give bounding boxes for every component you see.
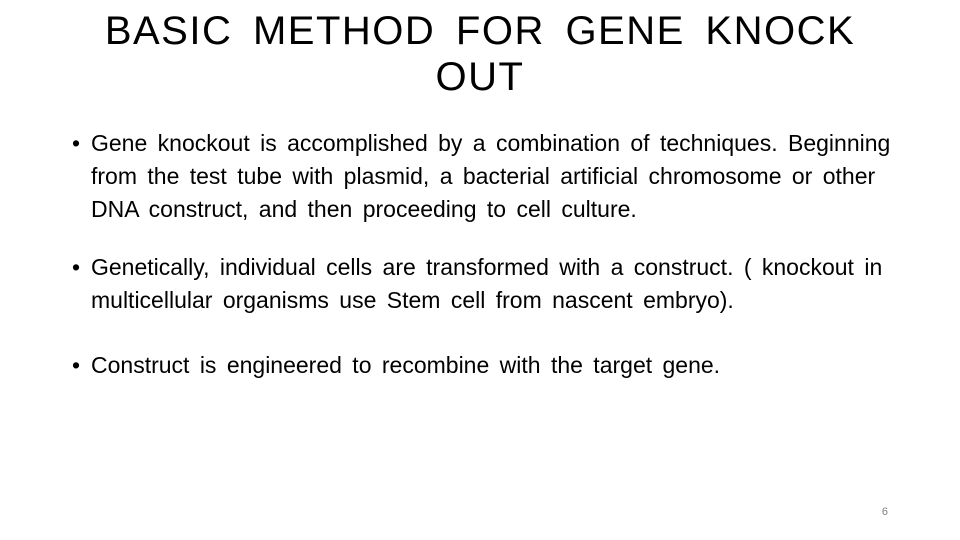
bullet-item <box>72 349 902 382</box>
bullet-item <box>72 251 902 317</box>
bullet-marker: • <box>72 352 81 378</box>
bullet-marker: • <box>72 130 81 156</box>
bullet-list <box>72 127 902 382</box>
bullet-marker: • <box>72 254 81 280</box>
bullet-text: Construct is engineered to recombine with the target gene. <box>91 352 721 378</box>
slide-title: BASIC METHOD FOR GENE KNOCK OUT <box>104 9 856 99</box>
bullet-text: Gene knockout is accomplished by a combination of techniques. Beginning from the test tube with plasmid, a bacterial artificial chromosome or other DNA construct, and then proceeding to cell culture. <box>91 130 891 222</box>
bullet-item <box>72 127 902 226</box>
bullet-text: Genetically, individual cells are transformed with a construct. ( knockout in multicellular organisms use Stem cell from nascent embryo). <box>91 254 883 313</box>
slide-number: 6 <box>881 506 888 518</box>
